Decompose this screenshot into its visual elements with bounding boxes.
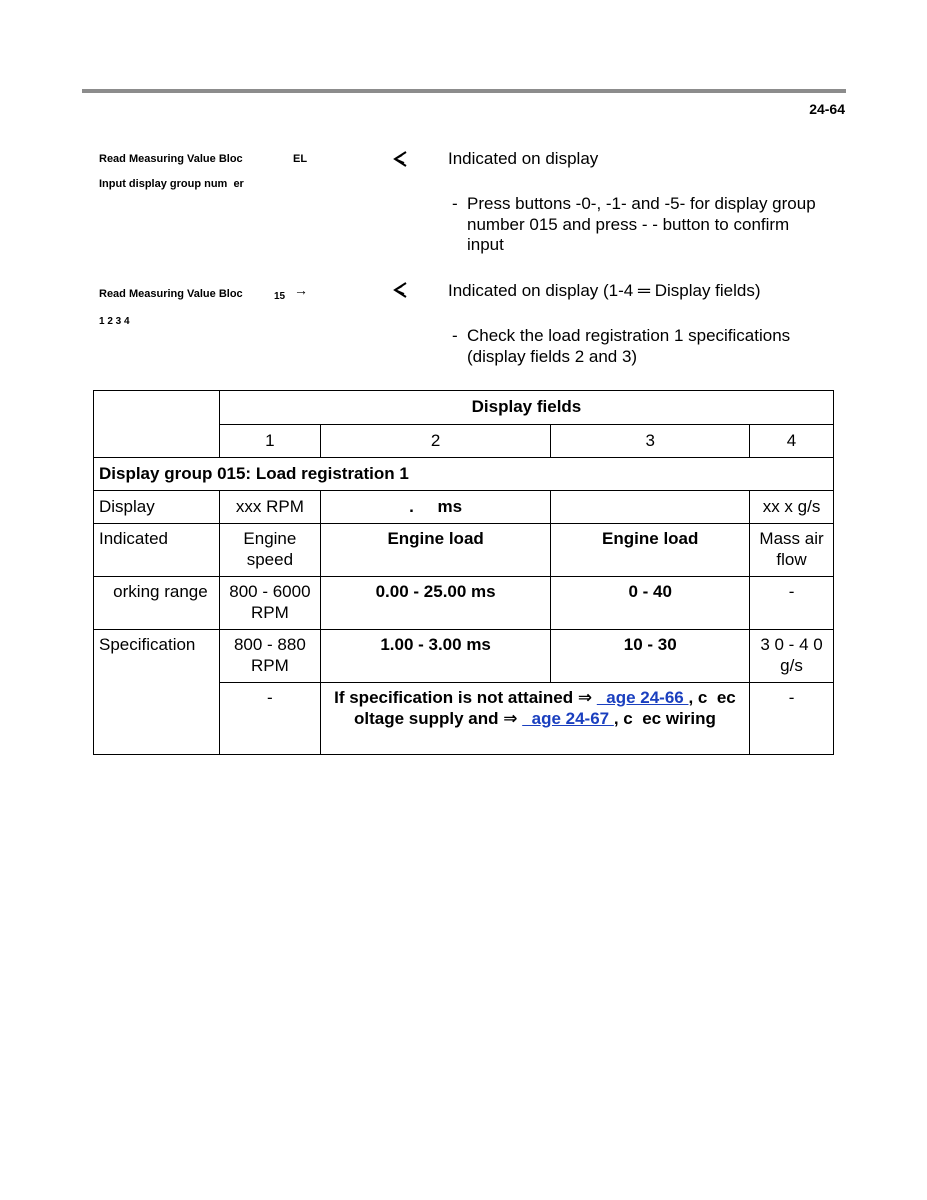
row-label-working-range: orking range xyxy=(94,577,220,630)
step-1-instruction xyxy=(452,194,822,256)
note-text-a: If specification is not attained ⇒ xyxy=(334,688,597,707)
specification-note xyxy=(320,683,760,755)
table-corner-cell xyxy=(94,391,220,458)
step-2-dash: - xyxy=(452,326,458,345)
working-field-4: - xyxy=(750,577,834,630)
table-row xyxy=(94,630,834,683)
page-number: 24-64 xyxy=(809,101,845,117)
indicated-display-2: Indicated on display (1-4 ═ Display fields) xyxy=(448,281,761,300)
field-number-3: 3 xyxy=(551,425,750,458)
display-field-2: . ms xyxy=(320,491,551,524)
table-header-row xyxy=(94,391,834,425)
indicated-field-1: Engine speed xyxy=(219,524,320,577)
indicated-field-4: Mass air flow xyxy=(750,524,834,577)
pointer-icon xyxy=(392,282,408,298)
field-number-4: 4 xyxy=(750,425,834,458)
step-1-text: Press buttons -0-, -1- and -5- for display group number 015 and press - - button to confirm input xyxy=(467,194,816,254)
indicated-field-3: Engine load xyxy=(551,524,750,577)
screen-2-line2-text: 1 2 3 4 xyxy=(99,316,130,327)
note-field-4: - xyxy=(750,683,834,755)
group-title: Display group 015: Load registration 1 xyxy=(94,458,834,491)
arrow-right-icon: → xyxy=(294,282,308,298)
note-text-c: , c ec wiring xyxy=(613,708,716,728)
row-label-display: Display xyxy=(94,491,220,524)
field-number-1: 1 xyxy=(219,425,320,458)
step-2-text: Check the load registration 1 specifications (display fields 2 and 3) xyxy=(467,326,791,366)
top-rule xyxy=(82,89,846,93)
table-row xyxy=(94,524,834,577)
indicated-field-2: Engine load xyxy=(320,524,551,577)
spec-field-1: 800 - 880 RPM xyxy=(219,630,320,683)
display-fields-header: Display fields xyxy=(219,391,833,425)
spec-field-3: 10 - 30 xyxy=(551,630,750,683)
pointer-icon xyxy=(392,151,408,167)
screen-2-group-number: 15 xyxy=(274,291,286,302)
note-field-1: - xyxy=(219,683,320,755)
display-field-4: xx x g/s xyxy=(750,491,834,524)
spec-field-4: 3 0 - 4 0 g/s xyxy=(750,630,834,683)
screen-2-line1-text: Read Measuring Value Bloc xyxy=(99,288,243,300)
working-field-2: 0.00 - 25.00 ms xyxy=(320,577,551,630)
row-label-specification: Specification xyxy=(94,630,220,755)
working-field-3: 0 - 40 xyxy=(551,577,750,630)
page-link-24-67[interactable]: age 24-67 xyxy=(522,708,614,728)
display-group-table xyxy=(93,390,834,755)
step-1-dash: - xyxy=(452,194,458,213)
note-text-b: , c ec oltage supply and ⇒ xyxy=(353,688,760,728)
table-row xyxy=(94,577,834,630)
field-number-2: 2 xyxy=(320,425,551,458)
screen-1-line1-mode: EL xyxy=(293,153,308,165)
row-label-indicated: Indicated xyxy=(94,524,220,577)
page-link-24-66[interactable]: age 24-66 xyxy=(596,688,689,707)
indicated-display-1: Indicated on display xyxy=(448,149,599,168)
working-field-1: 800 - 6000 RPM xyxy=(219,577,320,630)
screen-1-line1-text: Read Measuring Value Bloc xyxy=(99,153,243,165)
table-row xyxy=(94,491,834,524)
spec-field-2: 1.00 - 3.00 ms xyxy=(320,630,551,683)
display-field-1: xxx RPM xyxy=(219,491,320,524)
screen-1-line2-text: Input display group num er xyxy=(99,178,244,190)
display-field-3 xyxy=(551,491,750,524)
step-2-instruction xyxy=(452,326,822,367)
group-title-row xyxy=(94,458,834,491)
